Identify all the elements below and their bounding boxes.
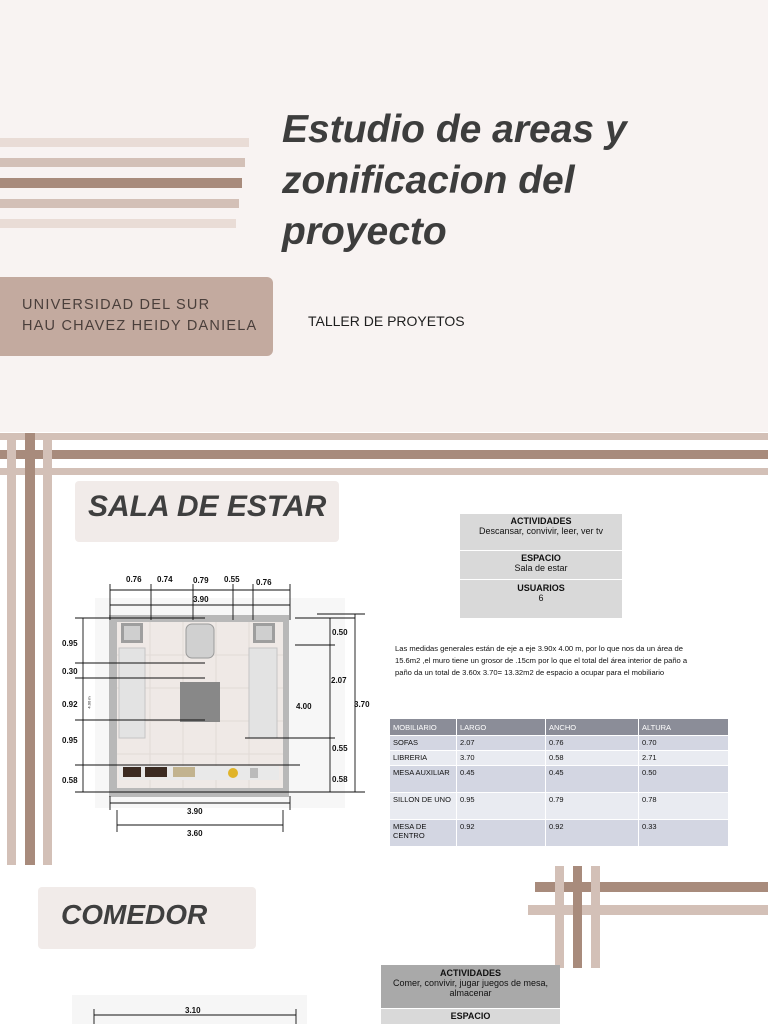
table-row <box>390 751 729 766</box>
table-cell: MESA DE CENTRO <box>390 820 457 847</box>
decor-stripe <box>0 219 236 228</box>
space-cell <box>460 551 622 579</box>
table-cell: 0.78 <box>639 793 729 820</box>
dim-label: 0.95 <box>62 736 78 745</box>
dim-label: 3.90 <box>187 807 203 816</box>
activities-cell <box>381 965 560 1008</box>
info-label: ESPACIO <box>450 1011 491 1021</box>
info-label: ACTIVIDADES <box>439 968 501 978</box>
table-cell: 0.45 <box>457 766 546 793</box>
table-cell: 0.33 <box>639 820 729 847</box>
info-label: ESPACIO <box>521 553 561 563</box>
armchair-center <box>186 624 214 658</box>
title-line: proyecto <box>282 210 447 253</box>
column-header: MOBILIARIO <box>390 719 457 736</box>
info-label: ACTIVIDADES <box>510 516 572 526</box>
dim-label: 0.30 <box>62 667 78 676</box>
author-box <box>0 277 273 356</box>
info-label: USUARIOS <box>517 583 565 593</box>
decor-stripe <box>0 199 239 208</box>
dim-label: 3.10 <box>185 1006 201 1015</box>
page-title <box>282 104 742 257</box>
title-line: zonificacion del <box>282 159 575 202</box>
furniture-table <box>389 718 729 847</box>
decor-bar <box>0 468 768 475</box>
decor-stripe <box>0 138 249 147</box>
coffee-table <box>180 682 220 722</box>
dim-label: 0.55 <box>332 744 348 753</box>
table-row <box>390 736 729 751</box>
dim-label: 0.55 <box>224 575 240 584</box>
decor-stripe <box>0 158 245 167</box>
table-row <box>390 766 729 793</box>
table-cell: 0.95 <box>457 793 546 820</box>
table-cell: 0.70 <box>639 736 729 751</box>
info-value: Comer, convivir, jugar juegos de mesa, almacenar <box>392 978 549 998</box>
table-cell: 0.79 <box>546 793 639 820</box>
dim-label: 0.74 <box>157 575 173 584</box>
table-cell: SOFAS <box>390 736 457 751</box>
table-cell: 2.07 <box>457 736 546 751</box>
section-title-sala: SALA DE ESTAR <box>88 490 327 523</box>
decor-bar <box>0 433 768 440</box>
table-cell: MESA AUXILIAR <box>390 766 457 793</box>
university-name: UNIVERSIDAD DEL SUR <box>22 297 211 313</box>
info-value: Sala de estar <box>514 563 568 573</box>
dim-label: 0.58 <box>332 775 348 784</box>
decor-bar <box>43 433 52 865</box>
decor-bar <box>25 433 35 865</box>
title-slide <box>0 0 768 432</box>
table-cell: 0.76 <box>546 736 639 751</box>
column-header: ALTURA <box>639 719 729 736</box>
dim-label: 3.70 <box>354 700 370 709</box>
info-value: 6 <box>538 593 544 603</box>
sofa-right <box>249 648 277 738</box>
student-name: HAU CHAVEZ HEIDY DANIELA <box>22 318 258 334</box>
table-cell: 0.92 <box>457 820 546 847</box>
dim-label: 0.58 <box>62 776 78 785</box>
table-cell: 0.45 <box>546 766 639 793</box>
floor-plan-sala <box>55 570 385 845</box>
decor-stripe <box>0 178 242 188</box>
dim-label: 0.95 <box>62 639 78 648</box>
section-title-comedor: COMEDOR <box>61 899 208 930</box>
table-cell: 0.50 <box>639 766 729 793</box>
title-line: Estudio de areas y <box>282 108 627 151</box>
sofa-left <box>119 648 145 738</box>
table-row <box>390 793 729 820</box>
table-cell: 0.92 <box>546 820 639 847</box>
description-text: Las medidas generales están de eje a eje 3.90x 4.00 m, por lo que nos da un área de 15.6m2 ,el muro tiene un grosor de .15cm por lo que el total del área interior de paño a paño da un total de 3.60x 3.70= 13.32m2 de espacio a ocupar para el mobiliario <box>395 644 688 677</box>
course-name: TALLER DE PROYETOS <box>308 313 465 329</box>
table-cell: SILLON DE UNO <box>390 793 457 820</box>
dim-label: 3.60 <box>187 829 203 838</box>
dim-label: 0.50 <box>332 628 348 637</box>
dim-label: 0.92 <box>62 700 78 709</box>
table-header-row <box>390 719 729 736</box>
column-header: ANCHO <box>546 719 639 736</box>
decor-bar <box>535 882 768 892</box>
table-cell: 3.70 <box>457 751 546 766</box>
users-cell <box>460 580 622 618</box>
table-row <box>390 820 729 847</box>
decor-bar <box>591 866 600 968</box>
decor-bar <box>555 866 564 968</box>
decor-bar <box>0 450 768 459</box>
decor-bar <box>7 433 16 865</box>
decor-bar <box>573 866 582 968</box>
info-value: Descansar, convivir, leer, ver tv <box>478 526 604 536</box>
dim-label: 0.79 <box>193 576 209 585</box>
dim-label: 0.76 <box>126 575 142 584</box>
space-cell <box>381 1009 560 1024</box>
table-cell: LIBRERIA <box>390 751 457 766</box>
column-header: LARGO <box>457 719 546 736</box>
dim-label: 0.76 <box>256 578 272 587</box>
dim-label: 2.07 <box>331 676 347 685</box>
decor-bar <box>528 905 768 915</box>
dim-label: 4.00 m <box>86 696 92 709</box>
dim-label: 4.00 <box>296 702 312 711</box>
table-cell: 2.71 <box>639 751 729 766</box>
activities-cell <box>460 514 622 550</box>
dim-label: 3.90 <box>193 595 209 604</box>
table-cell: 0.58 <box>546 751 639 766</box>
